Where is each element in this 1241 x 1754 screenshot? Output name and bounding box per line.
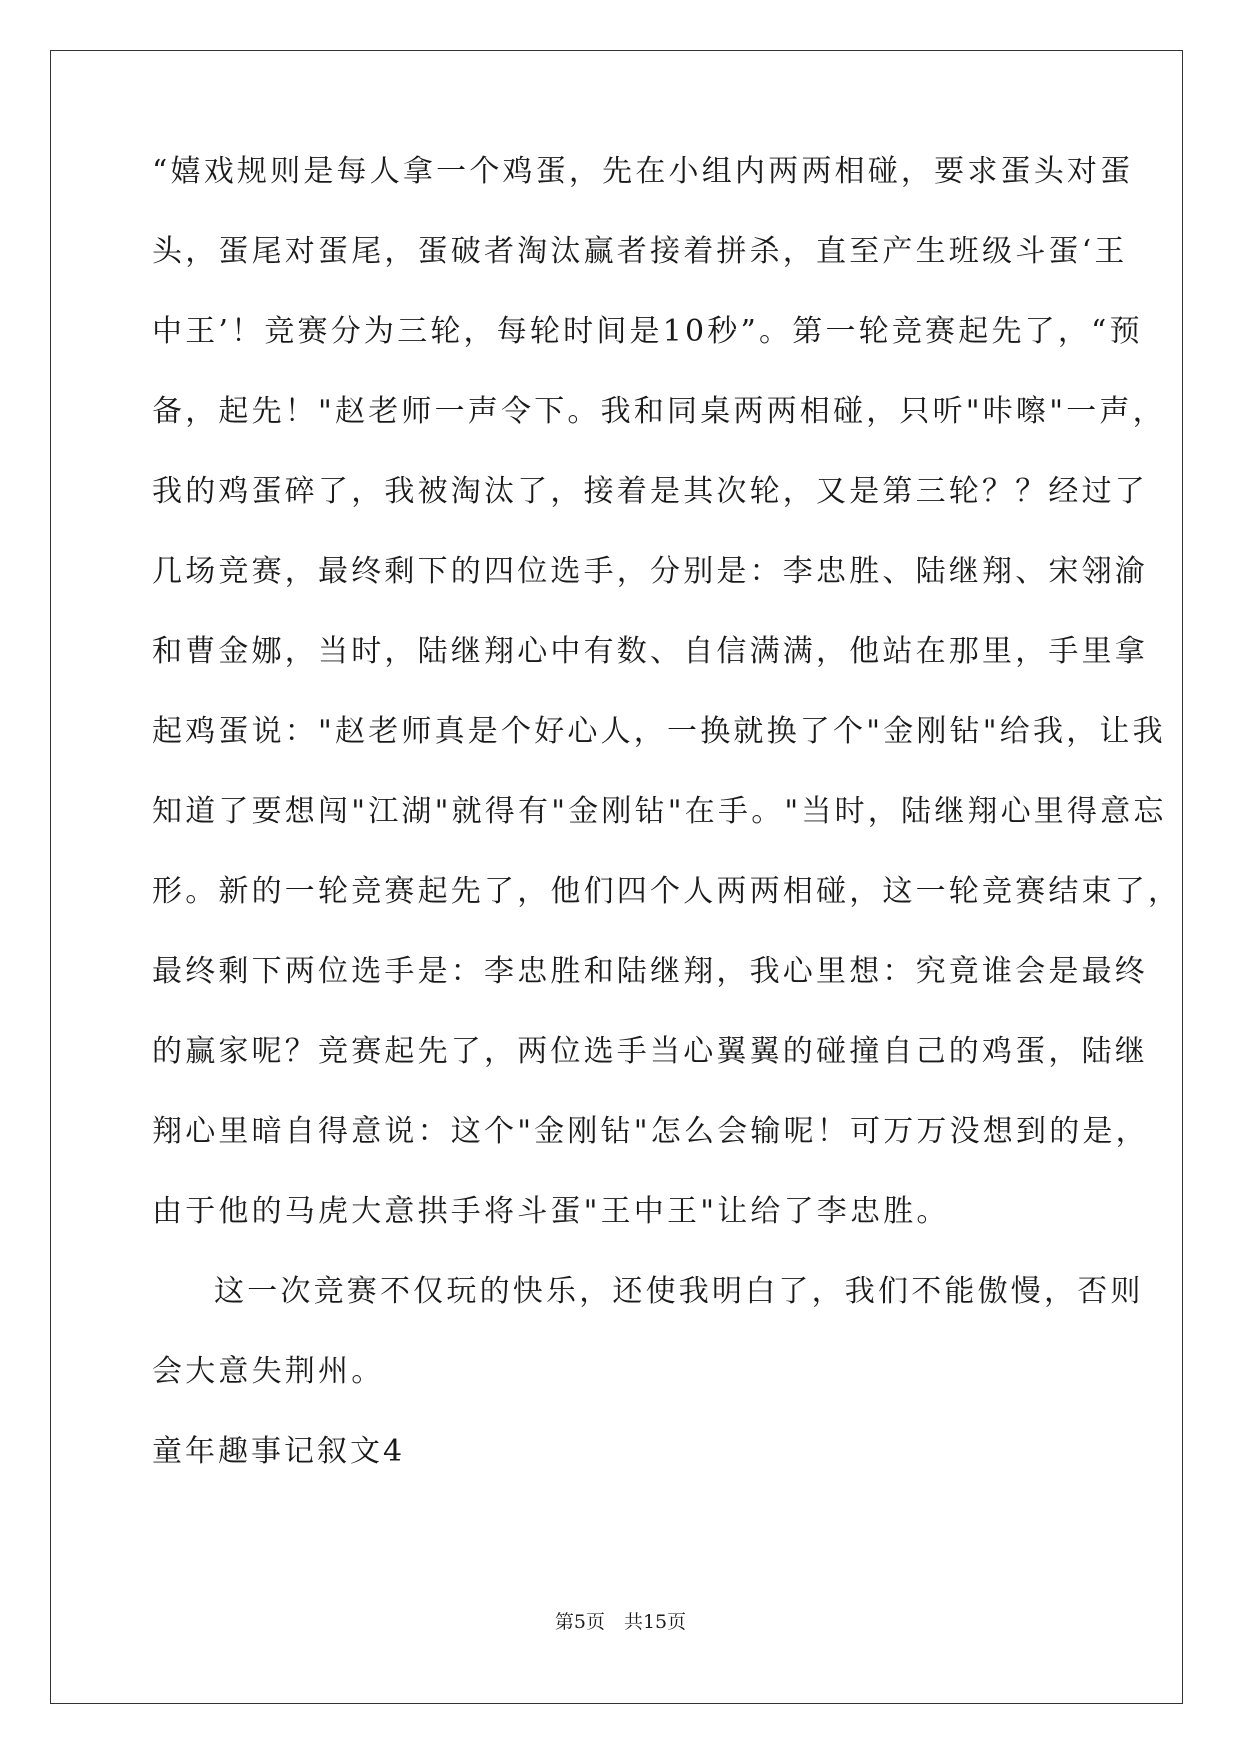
text-line: 备，起先！"赵老师一声令下。我和同桌两两相碰，只听"咔嚓"一声， [152, 394, 1166, 429]
text-line: “嬉戏规则是每人拿一个鸡蛋，先在小组内两两相碰，要求蛋头对蛋 [152, 154, 1134, 189]
text-line: 和曹金娜，当时，陆继翔心中有数、自信满满，他站在那里，手里拿 [152, 634, 1148, 669]
document-body [152, 152, 1182, 1472]
text-line: 头，蛋尾对蛋尾，蛋破者淘汰赢者接着拼杀，直至产生班级斗蛋‘王 [152, 234, 1128, 269]
text-line: 由于他的马虎大意拱手将斗蛋"王中王"让给了李忠胜。 [152, 1194, 950, 1229]
text-line: 的赢家呢？竞赛起先了，两位选手当心翼翼的碰撞自己的鸡蛋，陆继 [152, 1034, 1148, 1069]
text-line: 这一次竞赛不仅玩的快乐，还使我明白了，我们不能傲慢，否则 [214, 1274, 1144, 1309]
text-line: 起鸡蛋说："赵老师真是个好心人，一换就换了个"金刚钻"给我，让我 [152, 714, 1166, 749]
page-number-footer: 第5页 共15页 [554, 1611, 687, 1633]
text-line: 形。新的一轮竞赛起先了，他们四个人两两相碰，这一轮竞赛结束了， [152, 874, 1182, 909]
text-line: 几场竞赛，最终剩下的四位选手，分别是：李忠胜、陆继翔、宋翎渝 [152, 554, 1148, 589]
section-heading: 童年趣事记叙文4 [152, 1434, 406, 1469]
paragraph-2 [152, 1272, 1144, 1392]
text-line: 翔心里暗自得意说：这个"金刚钻"怎么会输呢！可万万没想到的是， [152, 1114, 1149, 1149]
text-line: 我的鸡蛋碎了，我被淘汰了，接着是其次轮，又是第三轮？？经过了 [152, 474, 1148, 509]
text-line: 最终剩下两位选手是：李忠胜和陆继翔，我心里想：究竟谁会是最终 [152, 954, 1148, 989]
text-line: 知道了要想闯"江湖"就得有"金刚钻"在手。"当时，陆继翔心里得意忘 [152, 794, 1167, 829]
text-line: 中王’！竞赛分为三轮，每轮时间是10秒”。第一轮竞赛起先了，“预 [152, 314, 1143, 349]
paragraph-1 [152, 152, 1182, 1232]
text-line: 会大意失荆州。 [152, 1354, 385, 1389]
